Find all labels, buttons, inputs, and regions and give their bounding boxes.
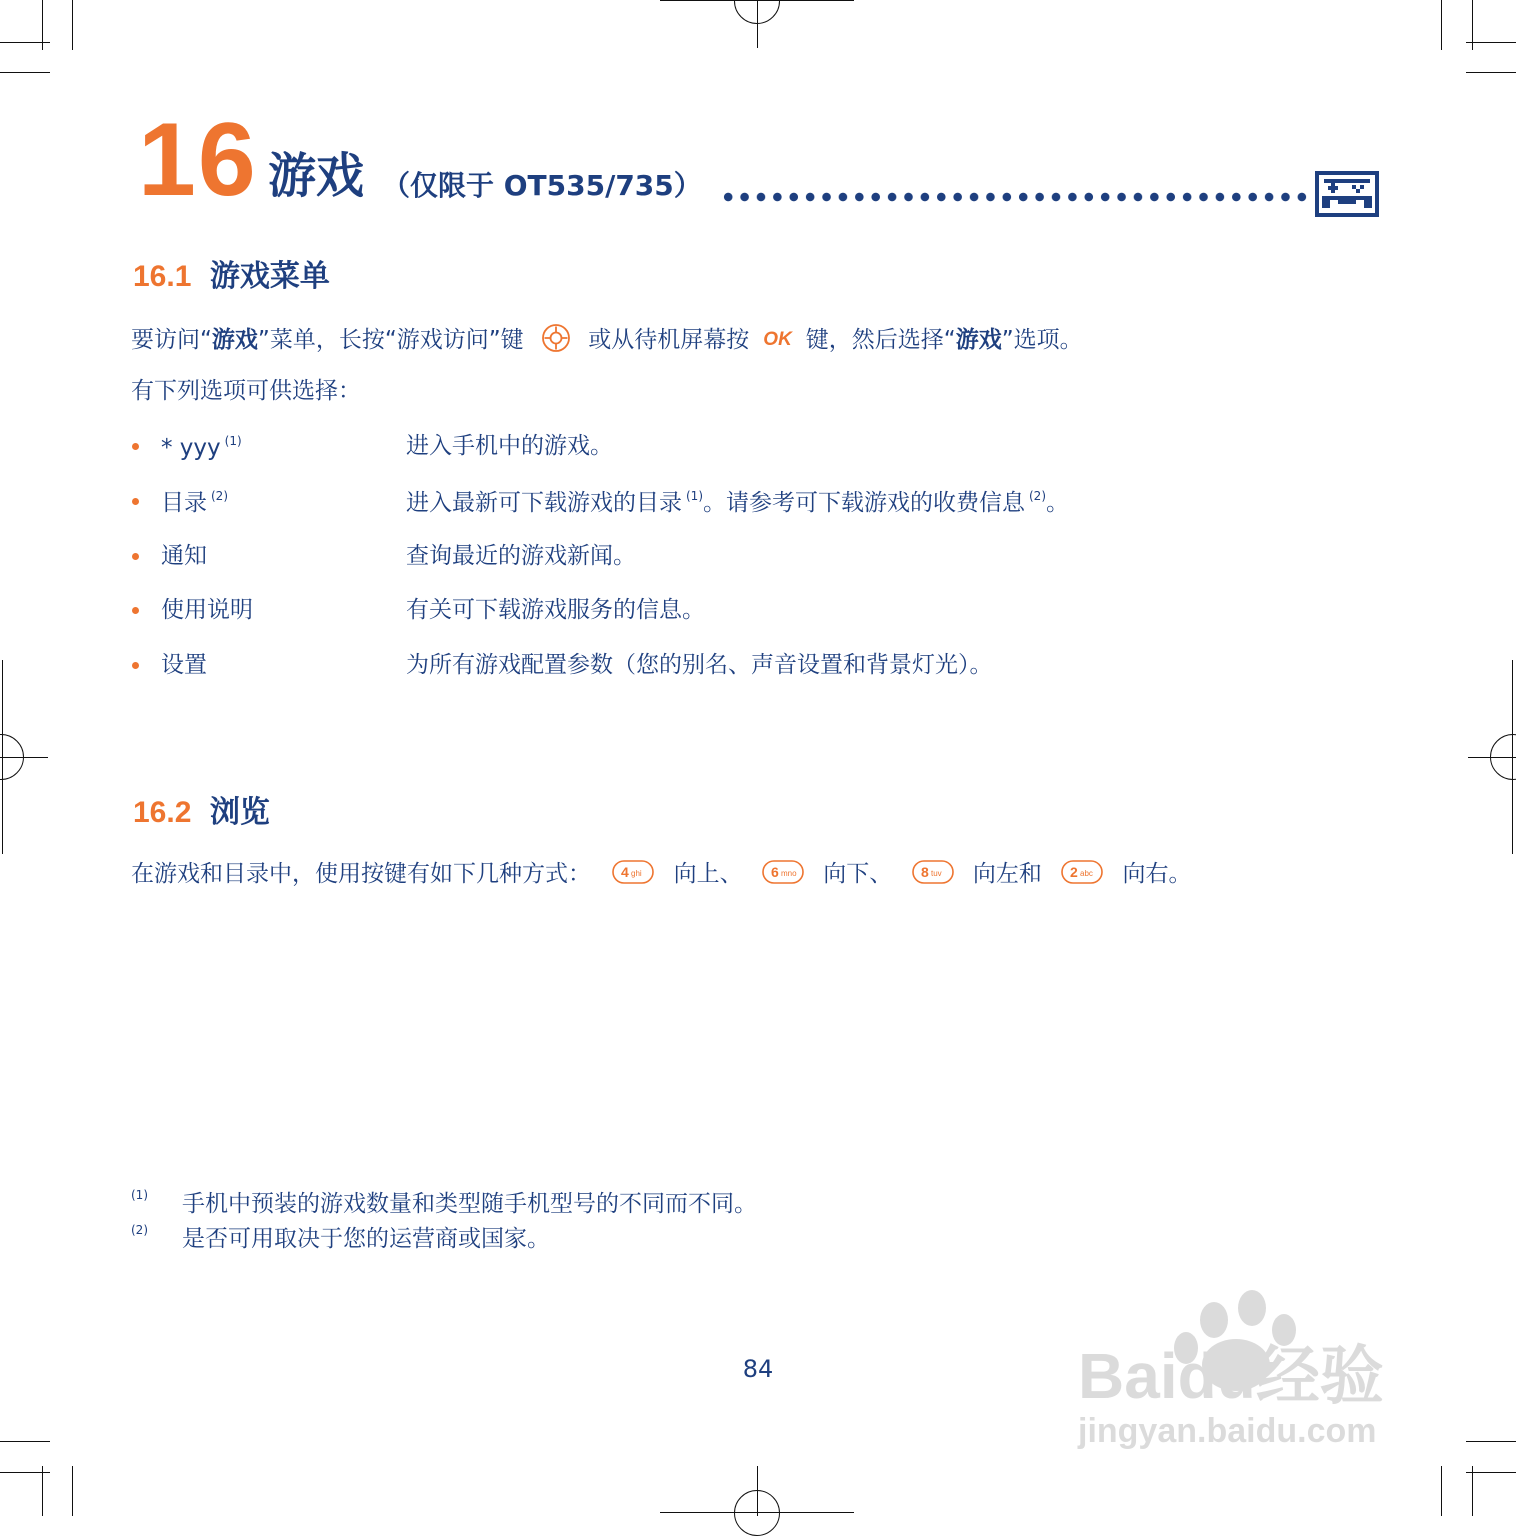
- browse-text: 向上、: [673, 861, 743, 887]
- browse-text: 在游戏和目录中，使用按键有如下几种方式：: [131, 861, 591, 887]
- list-item-desc: 有关可下载游戏服务的信息。: [406, 597, 705, 623]
- key-letters: tuv: [930, 869, 942, 878]
- key-digit: 2: [1070, 864, 1078, 880]
- footnote-text: 手机中预装的游戏数量和类型随手机型号的不同而不同。: [182, 1191, 757, 1217]
- baidu-watermark-logo: [1076, 1290, 1426, 1464]
- key-digit: 6: [770, 864, 779, 880]
- key-letters: ghi: [631, 869, 642, 878]
- browse-text: 向左和: [972, 861, 1042, 887]
- navigation-key-icon: [541, 323, 571, 358]
- intro-text: 要访问“: [131, 327, 212, 353]
- chapter-number: 16: [138, 102, 258, 218]
- list-item-desc: 查询最近的游戏新闻。: [406, 543, 636, 569]
- browse-paragraph: [131, 860, 1192, 889]
- options-intro: 有下列选项可供选择：: [131, 378, 361, 404]
- section-title: 游戏菜单: [209, 259, 330, 294]
- key-letters: mno: [780, 869, 797, 878]
- intro-paragraph: [131, 323, 1083, 358]
- bullet-icon: [132, 607, 139, 614]
- leader-dots: [720, 191, 1310, 203]
- list-item-name: 设置: [161, 652, 207, 678]
- chapter-title: 游戏: [268, 148, 365, 204]
- browse-text: 向右。: [1122, 861, 1192, 887]
- footnote-mark: (1): [131, 1188, 148, 1202]
- key-digit: 4: [621, 864, 630, 880]
- key-2-icon: [1061, 860, 1103, 889]
- section-heading-16-1: [133, 259, 330, 294]
- ok-key-icon: OK: [763, 329, 792, 350]
- bullet-icon: [132, 443, 139, 450]
- list-item-desc: 为所有游戏配置参数（您的别名、声音设置和背景灯光）。: [406, 652, 993, 678]
- section-number: 16.1: [133, 260, 192, 293]
- list-item-desc: 进入最新可下载游戏的目录 $^{(1)}$。请参考可下载游戏的收费信息 $^{(2)}$。: [406, 489, 1069, 516]
- list-item-name: 通知: [161, 543, 207, 569]
- page-number: 84: [742, 1355, 774, 1383]
- key-4-icon: [612, 860, 654, 889]
- list-item-name: * yyy $^{(1)}$: [161, 434, 242, 461]
- intro-text: ”选项。: [1001, 327, 1083, 353]
- footnote-text: 是否可用取决于您的运营商或国家。: [182, 1226, 550, 1252]
- bullet-icon: [132, 553, 139, 560]
- key-6-icon: [762, 860, 804, 889]
- key-letters: abc: [1080, 869, 1094, 878]
- intro-bold: 游戏: [955, 327, 1002, 353]
- section-number: 16.2: [133, 796, 192, 829]
- intro-text: 键，然后选择“: [805, 327, 956, 353]
- intro-text: ”菜单，长按“游戏访问”键: [257, 327, 524, 353]
- bullet-icon: [132, 498, 139, 505]
- key-digit: 8: [920, 864, 929, 880]
- key-8-icon: [912, 860, 954, 889]
- list-item-name: 目录 $^{(2)}$: [161, 489, 228, 516]
- game-controller-icon: [1314, 170, 1380, 222]
- chapter-subtitle: （仅限于 OT535/735）: [382, 169, 702, 202]
- list-item-desc: 进入手机中的游戏。: [406, 433, 613, 459]
- section-title: 浏览: [209, 795, 270, 830]
- footnote-mark: (2): [131, 1223, 148, 1237]
- watermark-url: jingyan.baidu.com: [1078, 1412, 1377, 1450]
- list-item-name: 使用说明: [161, 597, 253, 623]
- intro-bold: 游戏: [211, 327, 258, 353]
- watermark-brand: Baidu经验: [1078, 1340, 1384, 1412]
- intro-text: 或从待机屏幕按: [588, 327, 750, 353]
- section-heading-16-2: [133, 795, 270, 830]
- bullet-icon: [132, 662, 139, 669]
- browse-text: 向下、: [823, 861, 893, 887]
